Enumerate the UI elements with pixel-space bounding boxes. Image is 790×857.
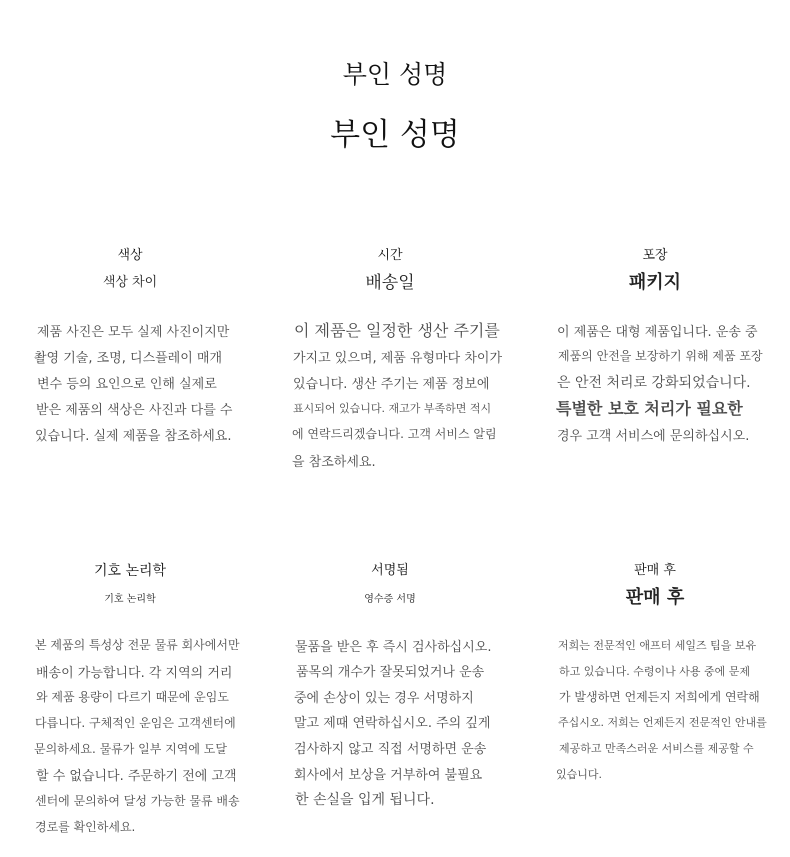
body-line: 본 제품의 특성상 전문 물류 회사에서만 — [35, 638, 240, 652]
body-line: 물품을 받은 후 즉시 검사하십시오. — [295, 640, 492, 655]
section-subhead: 패키지 — [628, 272, 682, 293]
body-line: 가지고 있으며, 제품 유형마다 차이가 — [293, 351, 503, 366]
body-line: 회사에서 보상을 거부하여 불필요 — [294, 768, 483, 783]
body-line: 제품 사진은 모두 실제 사진이지만 — [37, 325, 230, 340]
body-line: 센터에 문의하여 달성 가능한 물류 배송 — [35, 794, 240, 808]
section-subhead: 영수증 서명 — [364, 594, 416, 605]
body-line: 주십시오. 저희는 언제든지 전문적인 안내를 — [558, 716, 767, 729]
section-subhead: 판매 후 — [625, 587, 685, 608]
body-line: 가 발생하면 언제든지 저희에게 연락해 — [559, 690, 760, 704]
body-line: 있습니다. — [556, 768, 603, 781]
section-category: 포장 — [642, 248, 668, 263]
body-line: 제품의 안전을 보장하기 위해 제품 포장 — [558, 349, 763, 363]
body-line: 품목의 개수가 잘못되었거나 운송 — [296, 665, 485, 680]
body-line: 은 안전 처리로 강화되었습니다. — [557, 375, 751, 391]
section-subhead: 배송일 — [365, 273, 415, 293]
body-line: 있습니다. 생산 주기는 제품 정보에 — [293, 377, 490, 392]
body-line: 에 연락드리겠습니다. 고객 서비스 알림 — [292, 427, 497, 441]
body-line: 다릅니다. 구체적인 운임은 고객센터에 — [35, 716, 236, 730]
section-category: 서명됨 — [371, 563, 409, 578]
body-line: 받은 제품의 색상은 사진과 다를 수 — [36, 403, 233, 418]
body-line: 말고 제때 연락하십시오. 주의 깊게 — [294, 716, 491, 731]
page-title: 부인 성명 — [342, 60, 448, 89]
section-subhead: 기호 논리학 — [104, 594, 156, 605]
body-line: 저희는 전문적인 애프터 세일즈 팀을 보유 — [558, 639, 757, 652]
section-category: 시간 — [377, 248, 403, 263]
body-line: 검사하지 않고 직접 서명하면 운송 — [294, 742, 487, 757]
body-line: 중에 손상이 있는 경우 서명하지 — [294, 691, 474, 706]
body-line: 을 참조하세요. — [292, 455, 376, 470]
body-line: 한 손실을 입게 됩니다. — [295, 792, 435, 808]
section-category: 판매 후 — [634, 563, 676, 578]
body-line: 이 제품은 대형 제품입니다. 운송 중 — [557, 325, 758, 340]
section-subhead: 색상 차이 — [102, 275, 158, 290]
body-line: 경로를 확인하세요. — [35, 820, 136, 834]
body-line: 배송이 가능합니다. 각 지역의 거리 — [36, 666, 233, 681]
body-line: 경우 고객 서비스에 문의하십시오. — [557, 429, 750, 444]
body-line: 있습니다. 실제 제품을 참조하세요. — [35, 429, 232, 444]
body-line: 와 제품 용량이 다르기 때문에 운임도 — [36, 690, 229, 704]
page-title-large: 부인 성명 — [330, 117, 460, 153]
body-line: 제공하고 만족스러운 서비스를 제공할 수 — [559, 742, 754, 755]
section-category: 색상 — [117, 248, 143, 263]
body-line: 특별한 보호 처리가 필요한 — [556, 399, 743, 418]
body-line: 표시되어 있습니다. 재고가 부족하면 적시 — [293, 402, 492, 415]
body-line: 문의하세요. 물류가 일부 지역에 도달 — [34, 742, 227, 756]
body-line: 촬영 기술, 조명, 디스플레이 매개 — [34, 351, 223, 366]
body-line: 이 제품은 일정한 생산 주기를 — [294, 321, 500, 340]
body-line: 하고 있습니다. 수령이나 사용 중에 문제 — [559, 665, 750, 678]
section-category: 기호 논리학 — [93, 563, 167, 579]
body-line: 할 수 없습니다. 주문하기 전에 고객 — [36, 769, 237, 784]
body-line: 변수 등의 요인으로 인해 실제로 — [37, 377, 217, 392]
